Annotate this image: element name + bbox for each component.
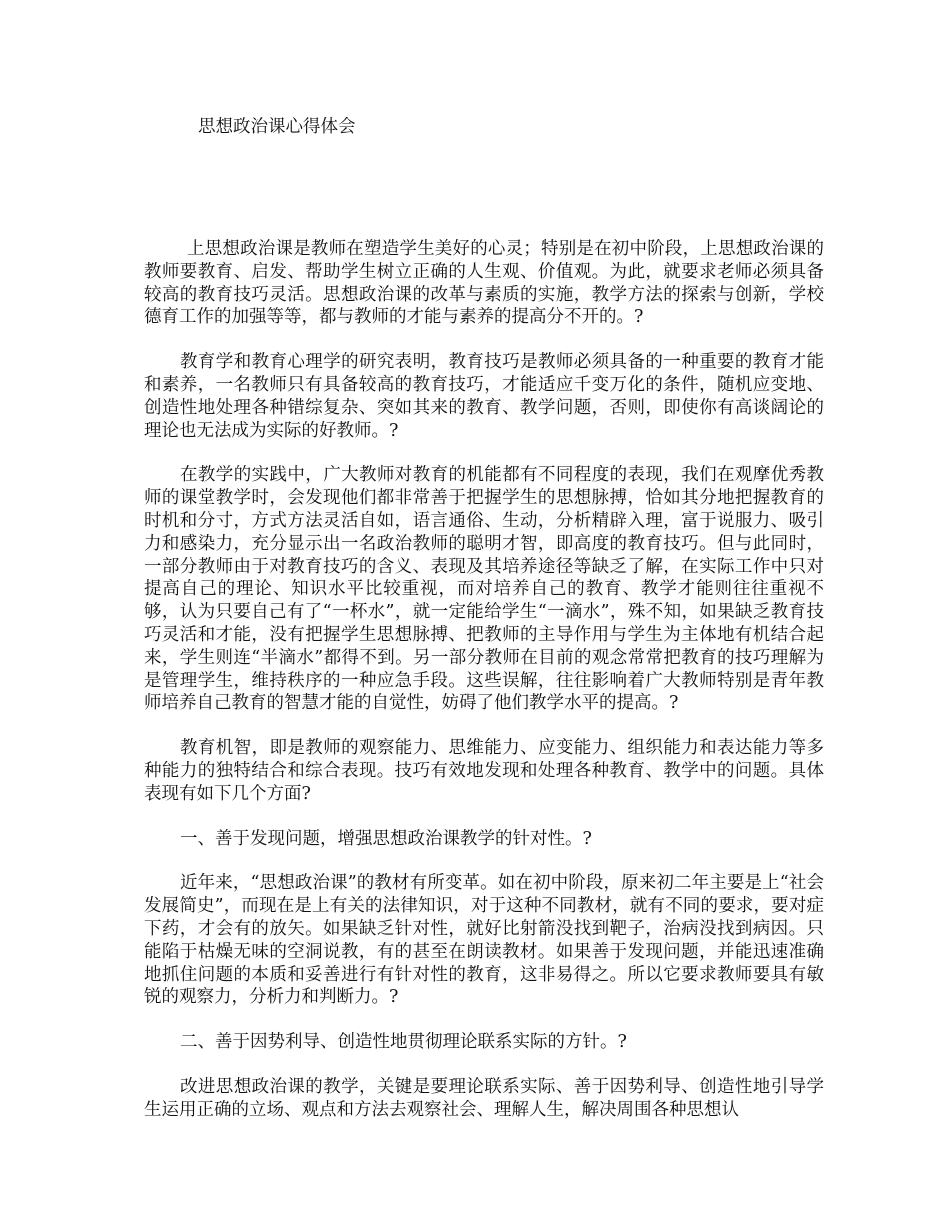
paragraph-intro: 上思想政治课是教师在塑造学生美好的心灵；特别是在初中阶段，上思想政治课的教师要教育、启发、帮助学生树立正确的人生观、价值观。为此，就要求老师必须具备较高的教育技巧灵活。思想政治课的改革与素质的实施，教学方法的探索与创新，学校德育工作的加强等等，都与教师的才能与素养的提高分不开的。? <box>144 239 824 328</box>
paragraph-wisdom: 教育机智，即是教师的观察能力、思维能力、应变能力、组织能力和表达能力等多种能力的独特结合和综合表现。技巧有效地发现和处理各种教育、教学中的问题。具体表现有如下几个方面? <box>144 738 824 804</box>
paragraph-practice: 在教学的实践中，广大教师对教育的机能都有不同程度的表现，我们在观摩优秀教师的课堂教学时，会发现他们都非常善于把握学生的思想脉搏，恰如其分地把握教育的时机和分寸，方式方法灵活自如，语言通俗、生动，分析精辟入理，富于说服力、吸引力和感染力，充分显示出一名政治教师的聪明才智，即高度的教育技巧。但与此同时，一部分教师由于对教育技巧的含义、表现及其培养途径等缺乏了解，在实际工作中只对提高自己的理论、知识水平比较重视，而对培养自己的教育、教学才能则往往重视不够，认为只要自己有了“一杯水”，就一定能给学生“一滴水”，殊不知，如果缺乏教育技巧灵活和才能，没有把握学生思想脉搏、把教师的主导作用与学生为主体地有机结合起来，学生则连“半滴水”都得不到。另一部分教师在目前的观念常常把教育的技巧理解为是管理学生，维持秩序的一种应急手段。这些误解，往往影响着广大教师特别是青年教师培养自己教育的智慧才能的自觉性，妨碍了他们教学水平的提高。? <box>144 465 824 714</box>
document-body <box>144 238 824 1144</box>
section-heading-1: 一、善于发现问题，增强思想政治课教学的针对性。? <box>180 828 592 849</box>
section-heading-2: 二、善于因势利导、创造性地贯彻理论联系实际的方针。? <box>180 1032 627 1053</box>
paragraph-section-1: 近年来，“思想政治课”的教材有所变革。如在初中阶段，原来初二年主要是上“社会发展简史”，而现在是上有关的法律知识，对于这种不同教材，就有不同的要求，要对症下药，才会有的放矢。如果缺乏针对性，就好比射箭没找到靶子，治病没找到病因。只能陷于枯燥无味的空洞说教，有的甚至在朗读教材。如果善于发现问题，并能迅速准确地抓住问题的本质和妥善进行有针对性的教育，这非易得之。所以它要求教师要具有敏锐的观察力，分析力和判断力。? <box>144 873 824 1008</box>
document-title: 思想政治课心得体会 <box>198 117 356 137</box>
paragraph-research: 教育学和教育心理学的研究表明，教育技巧是教师必须具备的一种重要的教育才能和素养，一名教师只有具备较高的教育技巧，才能适应千变万化的条件，随机应变地、创造性地处理各种错综复杂、突如其来的教育、教学问题，否则，即使你有高谈阔论的理论也无法成为实际的好教师。? <box>144 352 824 441</box>
paragraph-section-2: 改进思想政治课的教学，关键是要理论联系实际、善于因势利导、创造性地引导学生运用正确的立场、观点和方法去观察社会、理解人生，解决周围各种思想认 <box>144 1076 824 1120</box>
